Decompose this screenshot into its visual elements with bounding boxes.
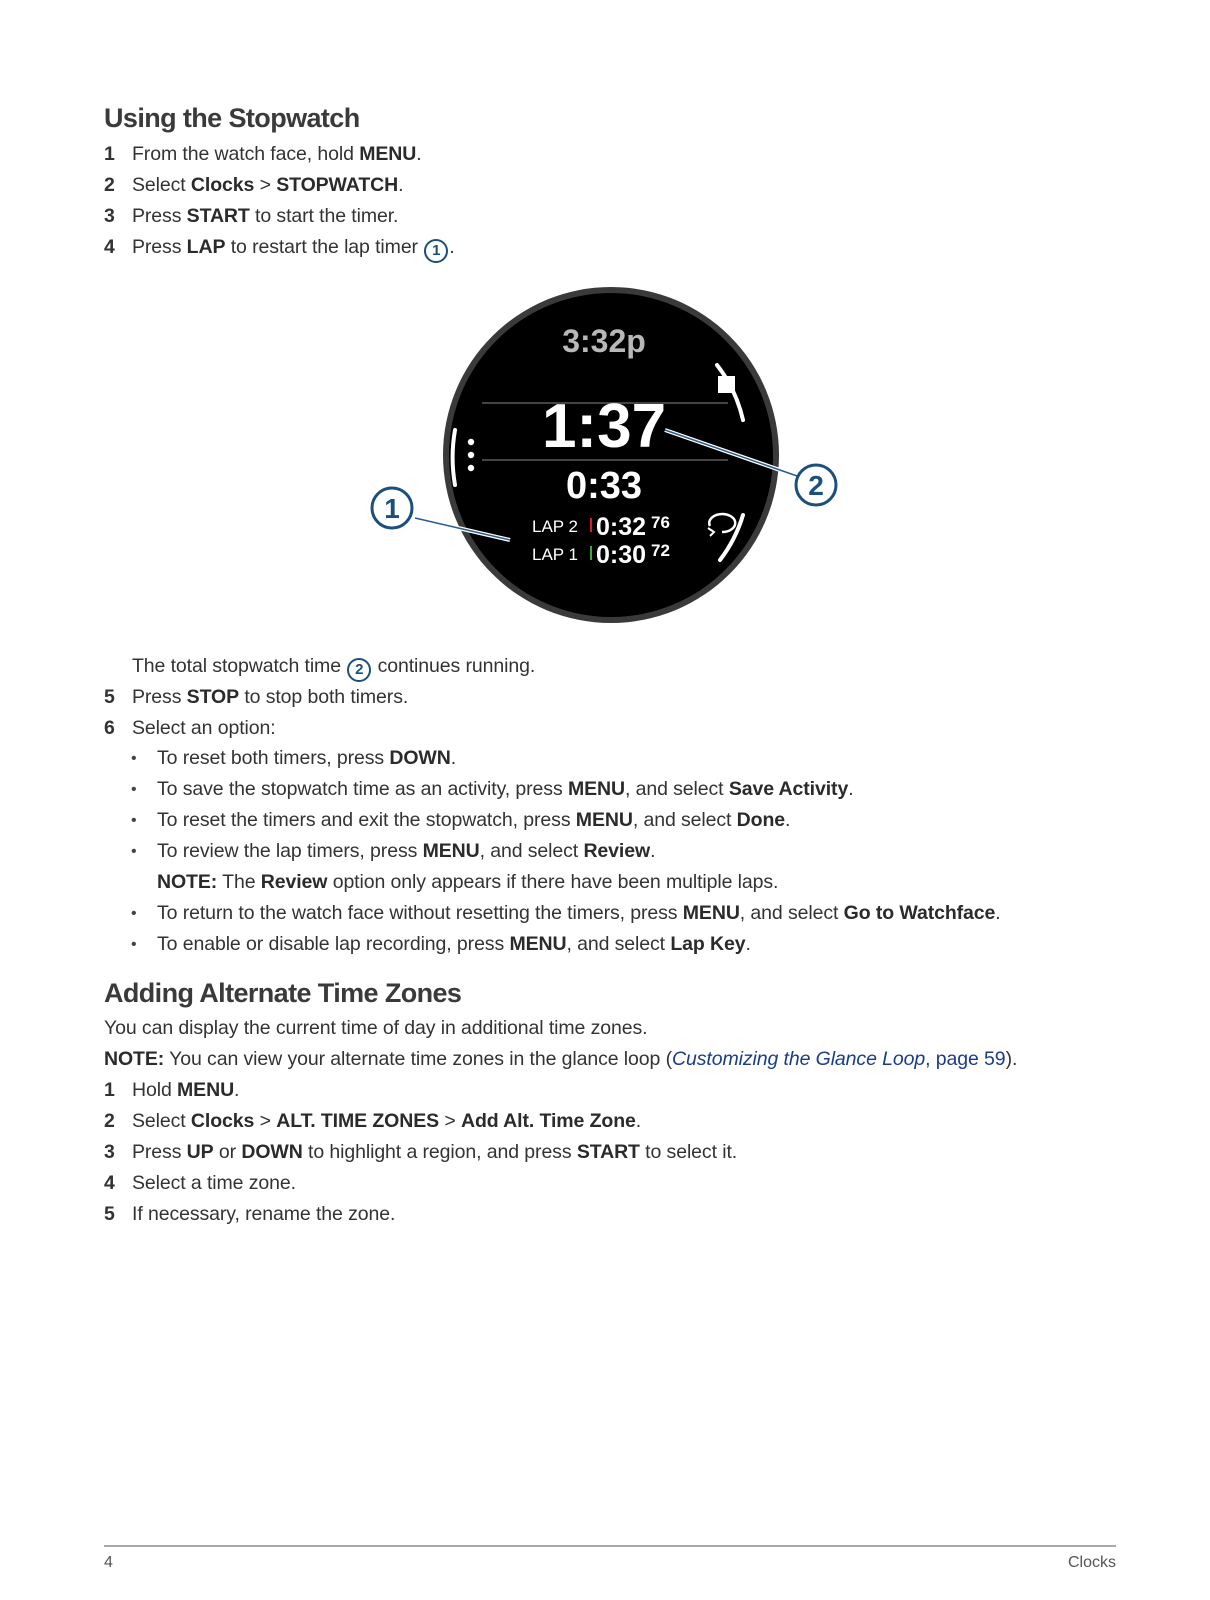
step-number: 3 — [104, 1141, 115, 1163]
step-number: 5 — [104, 686, 115, 708]
step-number: 2 — [104, 1110, 115, 1132]
step-number: 1 — [104, 1079, 115, 1101]
step-text: Press LAP to restart the lap timer 1 . — [132, 236, 455, 263]
svg-text:72: 72 — [651, 541, 670, 560]
svg-text:1: 1 — [384, 493, 400, 524]
callout-2-icon: 2 — [347, 658, 371, 682]
svg-text:76: 76 — [651, 513, 670, 532]
step-text: Select Clocks > ALT. TIME ZONES > Add Alt. Time Zone. — [132, 1110, 642, 1132]
step-text: Press UP or DOWN to highlight a region, and press START to select it. — [132, 1141, 738, 1163]
bullet-icon: • — [131, 750, 137, 767]
step-text: Press STOP to stop both timers. — [132, 686, 409, 708]
review-note: NOTE: The Review option only appears if there have been multiple laps. — [157, 871, 779, 893]
option-item: To reset both timers, press DOWN. — [157, 747, 457, 769]
option-item: To reset the timers and exit the stopwatch, press MENU, and select Done. — [157, 809, 791, 831]
step-text: Select an option: — [132, 717, 276, 739]
svg-text:LAP 1: LAP 1 — [532, 545, 579, 564]
glance-loop-link[interactable]: Customizing the Glance Loop, page 59 — [672, 1048, 1006, 1070]
step-text: Select Clocks > STOPWATCH. — [132, 174, 404, 196]
callout-1-icon: 1 — [424, 239, 448, 263]
option-item: To save the stopwatch time as an activity, press MENU, and select Save Activity. — [157, 778, 854, 800]
svg-text:0:32: 0:32 — [596, 513, 647, 541]
svg-text:3:32p: 3:32p — [562, 323, 646, 359]
watch-face-illustration — [360, 270, 880, 630]
option-item: To review the lap timers, press MENU, and select Review. — [157, 840, 656, 862]
stopwatch-figure — [360, 270, 880, 630]
step-number: 3 — [104, 205, 115, 227]
step-number: 4 — [104, 1172, 115, 1194]
chapter-name: Clocks — [1067, 1554, 1116, 1571]
figure-caption: The total stopwatch time 2 continues running. — [132, 655, 535, 682]
step-number: 4 — [104, 236, 115, 258]
step-text: Hold MENU. — [132, 1079, 240, 1101]
page-number: 4 — [104, 1554, 113, 1571]
step-text: Press START to start the timer. — [132, 205, 399, 227]
step-number: 5 — [104, 1203, 115, 1225]
step-number: 2 — [104, 174, 115, 196]
svg-text:LAP 2: LAP 2 — [532, 517, 579, 536]
section-heading-alt-time-zones: Adding Alternate Time Zones — [104, 978, 462, 1008]
step-text: Select a time zone. — [132, 1172, 296, 1194]
step-text: If necessary, rename the zone. — [132, 1203, 396, 1225]
svg-text:2: 2 — [808, 470, 824, 501]
step-text: From the watch face, hold MENU. — [132, 143, 422, 165]
option-item: To return to the watch face without resetting the timers, press MENU, and select Go to Watchface. — [157, 902, 1001, 924]
svg-text:0:30: 0:30 — [596, 541, 647, 569]
bullet-icon: • — [131, 905, 137, 922]
bullet-icon: • — [131, 843, 137, 860]
bullet-icon: • — [131, 781, 137, 798]
step-number: 6 — [104, 717, 115, 739]
svg-text:0:33: 0:33 — [565, 465, 643, 507]
svg-text:1:37: 1:37 — [541, 392, 667, 461]
section-heading-stopwatch: Using the Stopwatch — [104, 103, 360, 133]
option-item: To enable or disable lap recording, press MENU, and select Lap Key. — [157, 933, 751, 955]
bullet-icon: • — [131, 936, 137, 953]
intro-text: You can display the current time of day in additional time zones. — [104, 1017, 648, 1039]
bullet-icon: • — [131, 812, 137, 829]
footer-divider — [104, 1545, 1116, 1547]
note-text: NOTE: You can view your alternate time zones in the glance loop (Customizing the Glance Loop, page 59). — [104, 1048, 1018, 1070]
step-number: 1 — [104, 143, 115, 165]
